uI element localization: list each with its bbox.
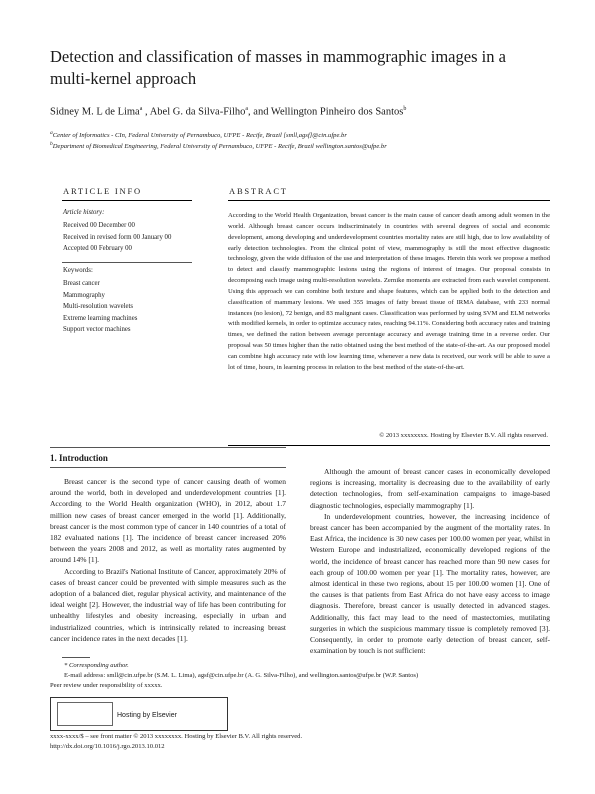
affiliation-text: Center of Informatics - CIn, Federal University of Pernambuco, UFPE - Recife, Brazil [smll,agsf]@cin.ufpe.br xyxy=(52,132,347,140)
abstract-heading: ABSTRACT xyxy=(229,186,288,196)
paragraph: Although the amount of breast cancer cases in economically developed regions is increasing, mortality is decreasing due to the availability of early detection technologies, from self-examination campaigns to image-based diagnostic technologies, especially mammography [1]. xyxy=(310,467,550,510)
footnote-rule xyxy=(62,657,90,658)
article-info-heading: ARTICLE INFO xyxy=(63,186,142,196)
author-affil-mark: b xyxy=(403,106,407,112)
affiliation-mark: a xyxy=(50,130,53,136)
author-separator: , xyxy=(142,106,150,118)
keywords-label: Keywords: xyxy=(63,267,93,274)
keyword: Breast cancer xyxy=(63,280,100,287)
publisher-logo-box xyxy=(50,697,228,731)
corresponding-author: * Corresponding author. xyxy=(64,662,129,669)
history-list xyxy=(63,220,171,255)
divider xyxy=(50,467,286,468)
keyword-list xyxy=(63,278,137,336)
affiliation xyxy=(50,139,550,152)
doi-link[interactable]: http://dx.doi.org/10.1016/j.rgo.2013.10.012 xyxy=(50,743,165,750)
author-separator: , and xyxy=(248,106,271,118)
affiliation-text: Department of Biomedical Engineering, Federal University of Pernambuco, UFPE - Recife, Brazil wellington.santos@ufpe.br xyxy=(52,143,387,151)
author-name: Abel G. da Silva-Filho xyxy=(149,106,246,118)
divider xyxy=(62,262,192,263)
paragraph: Breast cancer is the second type of cancer causing death of women around the world, both in developed and underdevelopment countries [1]. According to the World Health organization (WHO), in 2012, about 1.7 million new cases of breast cancer emerged in the world [1]. Additionally, breast cancer is the most common type of cancer in 140 countries of a total of 182 evaluated nations [1]. The incidence of breast cancer increased 20% between the years 2008 and 2012, as well as mortality rates augmented by around 14% [1]. xyxy=(50,477,286,565)
author-affil-mark: a xyxy=(139,106,143,112)
author-list xyxy=(50,106,550,118)
keyword: Extreme learning machines xyxy=(63,314,138,322)
paper-title: Detection and classification of masses in mammographic images in a multi-kernel approach xyxy=(50,47,506,88)
history-label: Article history: xyxy=(63,209,105,216)
author-name: Sidney M. L de Lima xyxy=(50,106,140,118)
email-addresses: E-mail address: smll@cin.ufpe.br (S.M. L. Lima), agsf@cin.ufpe.br (A. G. Silva-Filho), and wellington.santos@ufpe.br (W.P. Santos) xyxy=(64,672,419,679)
history-item: Received 00 December 00 xyxy=(63,222,135,229)
hosting-label: Hosting by Elsevier xyxy=(117,712,177,719)
divider xyxy=(228,445,550,446)
keyword: Mammography xyxy=(63,291,105,299)
intro-right-column xyxy=(310,466,550,656)
author-affil-mark: a xyxy=(245,106,249,112)
keyword: Multi-resolution wavelets xyxy=(63,303,134,310)
author-name: Wellington Pinheiro dos Santos xyxy=(270,106,404,118)
paragraph: According to Brazil's National Institute of Cancer, approximately 20% of cases of breast cancer could be prevented with simple measures such as the adoption of a balanced diet, regular physical activity, and maintenance of the ideal weight [2]. However, the industrial way of life has been contributing for unhealthy lifestyles and obesity increasing, especially in urban and industrialized countries, which is intrinsically related to increasing breast cancer incidence rates in the next decades [1]. xyxy=(50,566,286,643)
intro-left-column xyxy=(50,476,286,644)
history-item: Received in revised form 00 January 00 xyxy=(63,233,172,241)
divider xyxy=(62,200,192,201)
abstract-text: According to the World Health Organization, breast cancer is the main cause of cancer death among adult women in the world. Although breast cancer occurs indiscriminately in countries with several degrees of social and economic development, among developing and underdevelopment countries mortality rates are still high, due to low availability of early detection technologies. From the clinical point of view, mammography is still the most effective diagnostic technology, given the wide diffusion of the use and interpretation of these images. Herein this work we propose a method to detect and classify mammographic lesions using the regions of interest of images. Our proposal consists in decomposing each image using multi-resolution wavelets. Zernike moments are extracted from each wavelet component. Using this approach we can combine both texture and shape features, which can be applied both to the detection and classification of mammary lesions. We used 355 images of fatty breast tissue of IRMA database, with 233 normal instances (no lesion), 72 benign, and 83 malignant cases. Classification was performed by using SVM and ELM networks with modified kernels, in order to optimize accuracy rates, reaching 94.11%. Considering both accuracy rates and training times, we defined the ration between average percentage accuracy and average training time in a reverse order. Our proposal was 50 times higher than the ratio obtained using the best method of the state-of-the-art. As our proposed model can combine high accuracy rate with low learning time, whenever a new data is received, our work will be able to save a lot of time, hours, in learning process in relation to the best method of the state-of-the-art. xyxy=(228,212,550,371)
copyright-notice: © 2013 xxxxxxxx. Hosting by Elsevier B.V. All rights reserved. xyxy=(379,432,548,439)
section-heading: 1. Introduction xyxy=(50,453,108,463)
keyword: Support vector machines xyxy=(63,326,131,333)
divider xyxy=(50,447,286,448)
elsevier-logo-icon xyxy=(57,702,113,726)
paragraph: In underdevelopment countries, however, the increasing incidence of breast cancer has been accompanied by the augment of the mortality rates. In East Africa, the incidence is 30 new cases per 100.00 women per year, whilst in Western Europe and industrialized, economically developed regions of the world, the incidence of breast cancer has reached more than 90 new cases for each group of 100.00 women per year [1]. The mortality rates, however, are almost identical in these two regions, about 15 per 100.00 women [1]. One of the causes is that patients from East Africa do not have easy access to image diagnosis. Therefore, breast cancer is usually detected in advanced stages. Additionally, this fact may lead to the need of mastectomies, mutilating surgeries in which the suspicious mammary tissue is completely removed [3]. Consequently, in order to promote early detection of breast cancer, self-examination by touch is not sufficient: xyxy=(310,511,550,656)
peer-review-note: Peer review under responsibility of xxxxx. xyxy=(50,682,163,689)
divider xyxy=(228,200,550,201)
front-matter-line: xxxx-xxxx/$ – see front matter © 2013 xxxxxxxx. Hosting by Elsevier B.V. All rights reserved. xyxy=(50,733,303,740)
affiliation-mark: b xyxy=(50,141,53,147)
history-item: Accepted 00 February 00 xyxy=(63,245,132,252)
